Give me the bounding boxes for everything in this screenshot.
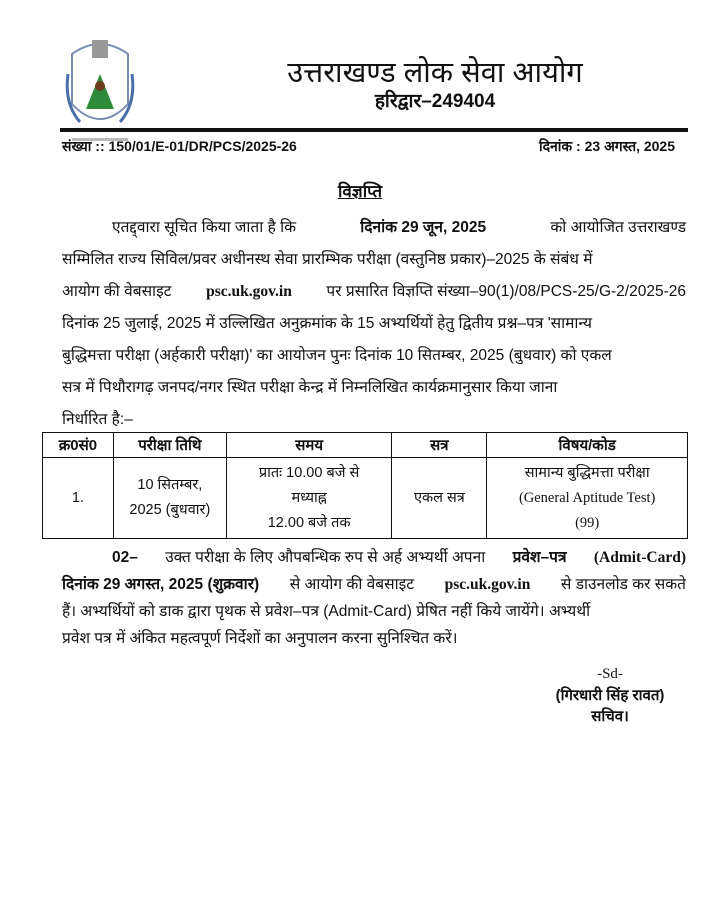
- signatory-name: (गिरधारी सिंह रावत): [555, 687, 665, 704]
- col-exam-date: परीक्षा तिथि: [113, 433, 226, 458]
- exam-date-bold: दिनांक 29 जून, 2025: [360, 219, 487, 236]
- paragraph-line: [62, 308, 686, 340]
- text: हैं। अभ्यर्थियों को डाक द्वारा पृथक से प्रवेश–पत्र (Admit-Card) प्रेषित नहीं किये जायेंगे। अभ्यर्थी: [62, 603, 591, 620]
- header-divider: [60, 128, 688, 132]
- date-cell: [113, 458, 226, 539]
- text: 10 सितम्बर,: [137, 477, 203, 493]
- time-cell: [226, 458, 392, 539]
- text: सामान्य बुद्धिमत्ता परीक्षा: [524, 464, 650, 481]
- text: (General Aptitude Test): [518, 489, 656, 506]
- text: 2025 (बुधवार): [129, 502, 211, 518]
- paragraph-line: [62, 372, 686, 404]
- col-subject: विषय/कोड: [487, 433, 688, 458]
- table-row: [43, 458, 688, 539]
- serial-cell: 1.: [43, 458, 114, 539]
- paragraph-line: [62, 244, 686, 276]
- signed-mark: -Sd-: [597, 666, 623, 682]
- text: निर्धारित है:–: [62, 411, 133, 428]
- paragraph-number: 02–: [112, 549, 138, 566]
- table-header-row: [43, 433, 688, 458]
- text: को आयोजित उत्तराखण्ड: [550, 219, 686, 236]
- col-time: समय: [226, 433, 392, 458]
- text: सत्र में पिथौरागढ़ जनपद/नगर स्थित परीक्षा केन्द्र में निम्नलिखित कार्यक्रमानुसार किया जाना: [62, 379, 558, 396]
- session-cell: एकल सत्र: [392, 458, 487, 539]
- text: 12.00 बजे तक: [267, 514, 351, 531]
- text: पर प्रसारित विज्ञप्ति संख्या–90(1)/08/PCS-25/G-2/2025-26: [326, 283, 686, 300]
- organization-address: हरिद्वार–249404: [374, 91, 496, 112]
- website-link[interactable]: psc.uk.gov.in: [206, 283, 292, 300]
- signature-block: [520, 664, 700, 727]
- paragraph-line: [62, 276, 686, 308]
- text: एतद्द्वारा सूचित किया जाता है कि: [112, 219, 297, 236]
- signatory-designation: सचिव।: [591, 708, 629, 725]
- text: (99): [575, 514, 600, 531]
- paragraph-line: [62, 544, 686, 571]
- text: सम्मिलित राज्य सिविल/प्रवर अधीनस्थ सेवा प्रारम्भिक परीक्षा (वस्तुनिष्ठ प्रकार)–2025 के संबंध में: [62, 251, 593, 268]
- text: बुद्धिमत्ता परीक्षा (अर्हकारी परीक्षा)' का आयोजन पुनः दिनांक 10 सितम्बर, 2025 (बुधवार) को एकल: [62, 347, 612, 364]
- reference-number: संख्या :: 150/01/E-01/DR/PCS/2025-26: [62, 138, 297, 154]
- col-session: सत्र: [392, 433, 487, 458]
- notice-date: दिनांक : 23 अगस्त, 2025: [538, 138, 675, 154]
- download-date-bold: दिनांक 29 अगस्त, 2025 (शुक्रवार): [62, 576, 260, 593]
- text: से डाउनलोड कर सकते: [560, 576, 686, 593]
- paragraph-line: [62, 625, 686, 652]
- text: उक्त परीक्षा के लिए औपबन्धिक रुप से अर्ह अभ्यर्थी अपना: [165, 549, 486, 566]
- text: मध्याह्न: [291, 489, 327, 506]
- paragraph-line: [62, 598, 686, 625]
- text: प्रातः 10.00 बजे से: [258, 464, 360, 481]
- text: आयोग की वेबसाइट: [62, 283, 172, 300]
- text: प्रवेश पत्र में अंकित महत्वपूर्ण निर्देशों का अनुपालन करना सुनिश्चित करें।: [62, 630, 458, 647]
- text: दिनांक 25 जुलाई, 2025 में उल्लिखित अनुक्रमांक के 15 अभ्यर्थियों हेतु द्वितीय प्रश्न–पत्र 'सामान्य: [62, 315, 592, 332]
- admit-card-bold: प्रवेश–पत्र: [512, 549, 567, 566]
- paragraph-line: [62, 571, 686, 598]
- notice-heading: विज्ञप्ति: [337, 182, 383, 201]
- col-serial: क्र0सं0: [43, 433, 114, 458]
- text: से आयोग की वेबसाइट: [289, 576, 415, 593]
- paragraph-line: [62, 212, 686, 244]
- subject-cell: [487, 458, 688, 539]
- website-link[interactable]: psc.uk.gov.in: [444, 576, 531, 593]
- organization-title: उत्तराखण्ड लोक सेवा आयोग: [287, 57, 583, 89]
- paragraph-line: [62, 340, 686, 372]
- text: (Admit-Card): [593, 549, 686, 566]
- exam-schedule-table: [42, 432, 688, 539]
- notice-paragraph-2: [62, 544, 686, 652]
- notice-paragraph-1: [62, 212, 686, 436]
